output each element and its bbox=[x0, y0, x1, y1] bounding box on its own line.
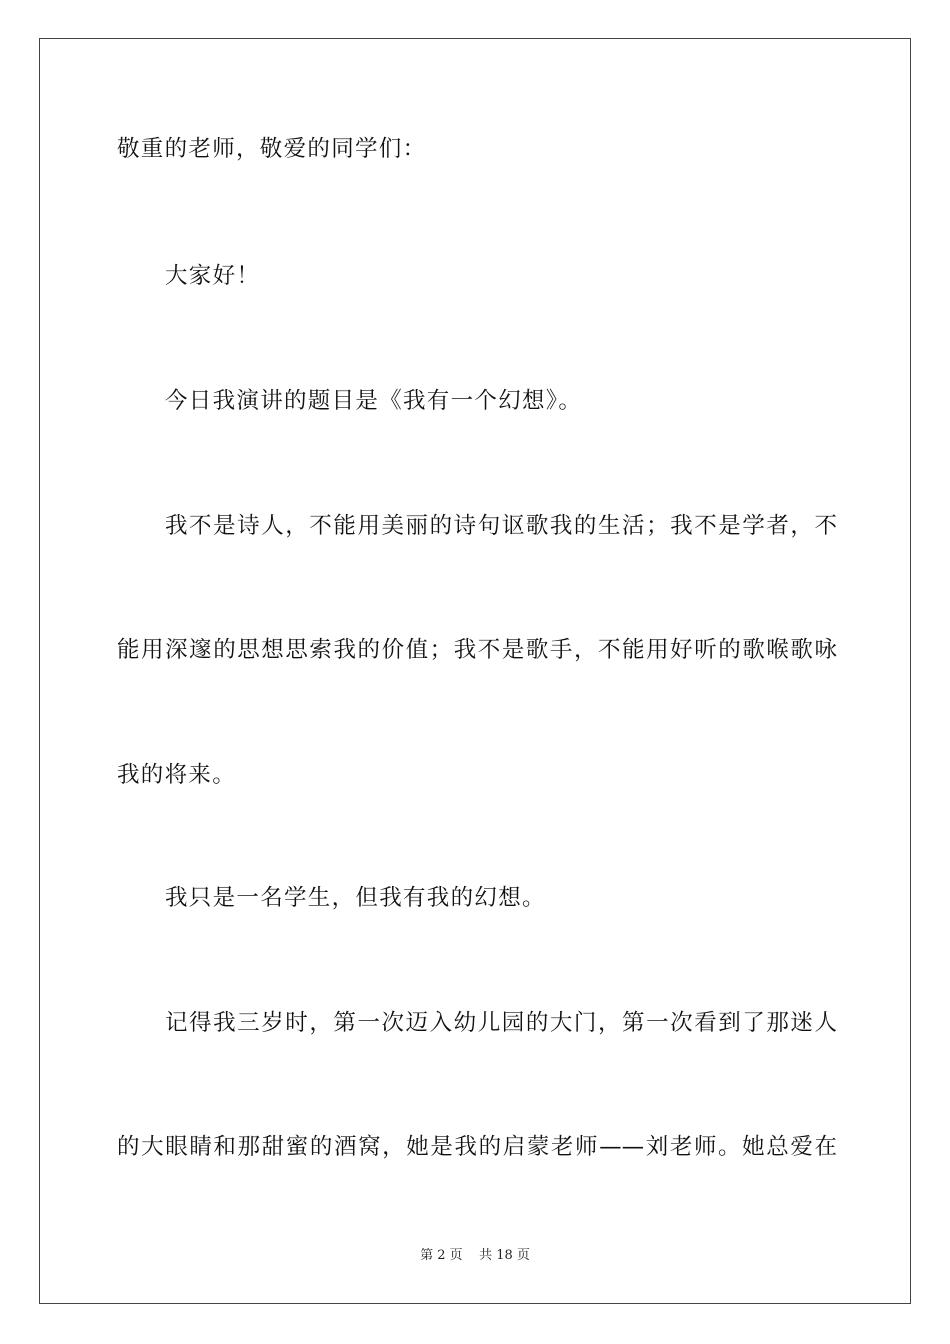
paragraph-line: 能用深邃的思想思索我的价值；我不是歌手，不能用好听的歌喉歌咏 bbox=[117, 637, 837, 663]
paragraph-line: 记得我三岁时，第一次迈入幼儿园的大门，第一次看到了那迷人 bbox=[165, 1010, 837, 1036]
page-number-footer: 第 2 页 共 18 页 bbox=[420, 1248, 530, 1263]
paragraph-line: 今日我演讲的题目是《我有一个幻想》。 bbox=[165, 388, 583, 414]
paragraph-line: 大家好！ bbox=[165, 263, 261, 289]
page-frame bbox=[39, 38, 911, 1304]
paragraph-line: 的大眼睛和那甜蜜的酒窝，她是我的启蒙老师——刘老师。她总爱在 bbox=[117, 1134, 837, 1160]
paragraph-line: 我不是诗人，不能用美丽的诗句讴歌我的生活；我不是学者，不 bbox=[165, 513, 837, 539]
paragraph-line: 我只是一名学生，但我有我的幻想。 bbox=[165, 885, 546, 911]
paragraph-line: 我的将来。 bbox=[117, 762, 237, 788]
greeting-line: 敬重的老师，敬爱的同学们： bbox=[117, 136, 427, 162]
